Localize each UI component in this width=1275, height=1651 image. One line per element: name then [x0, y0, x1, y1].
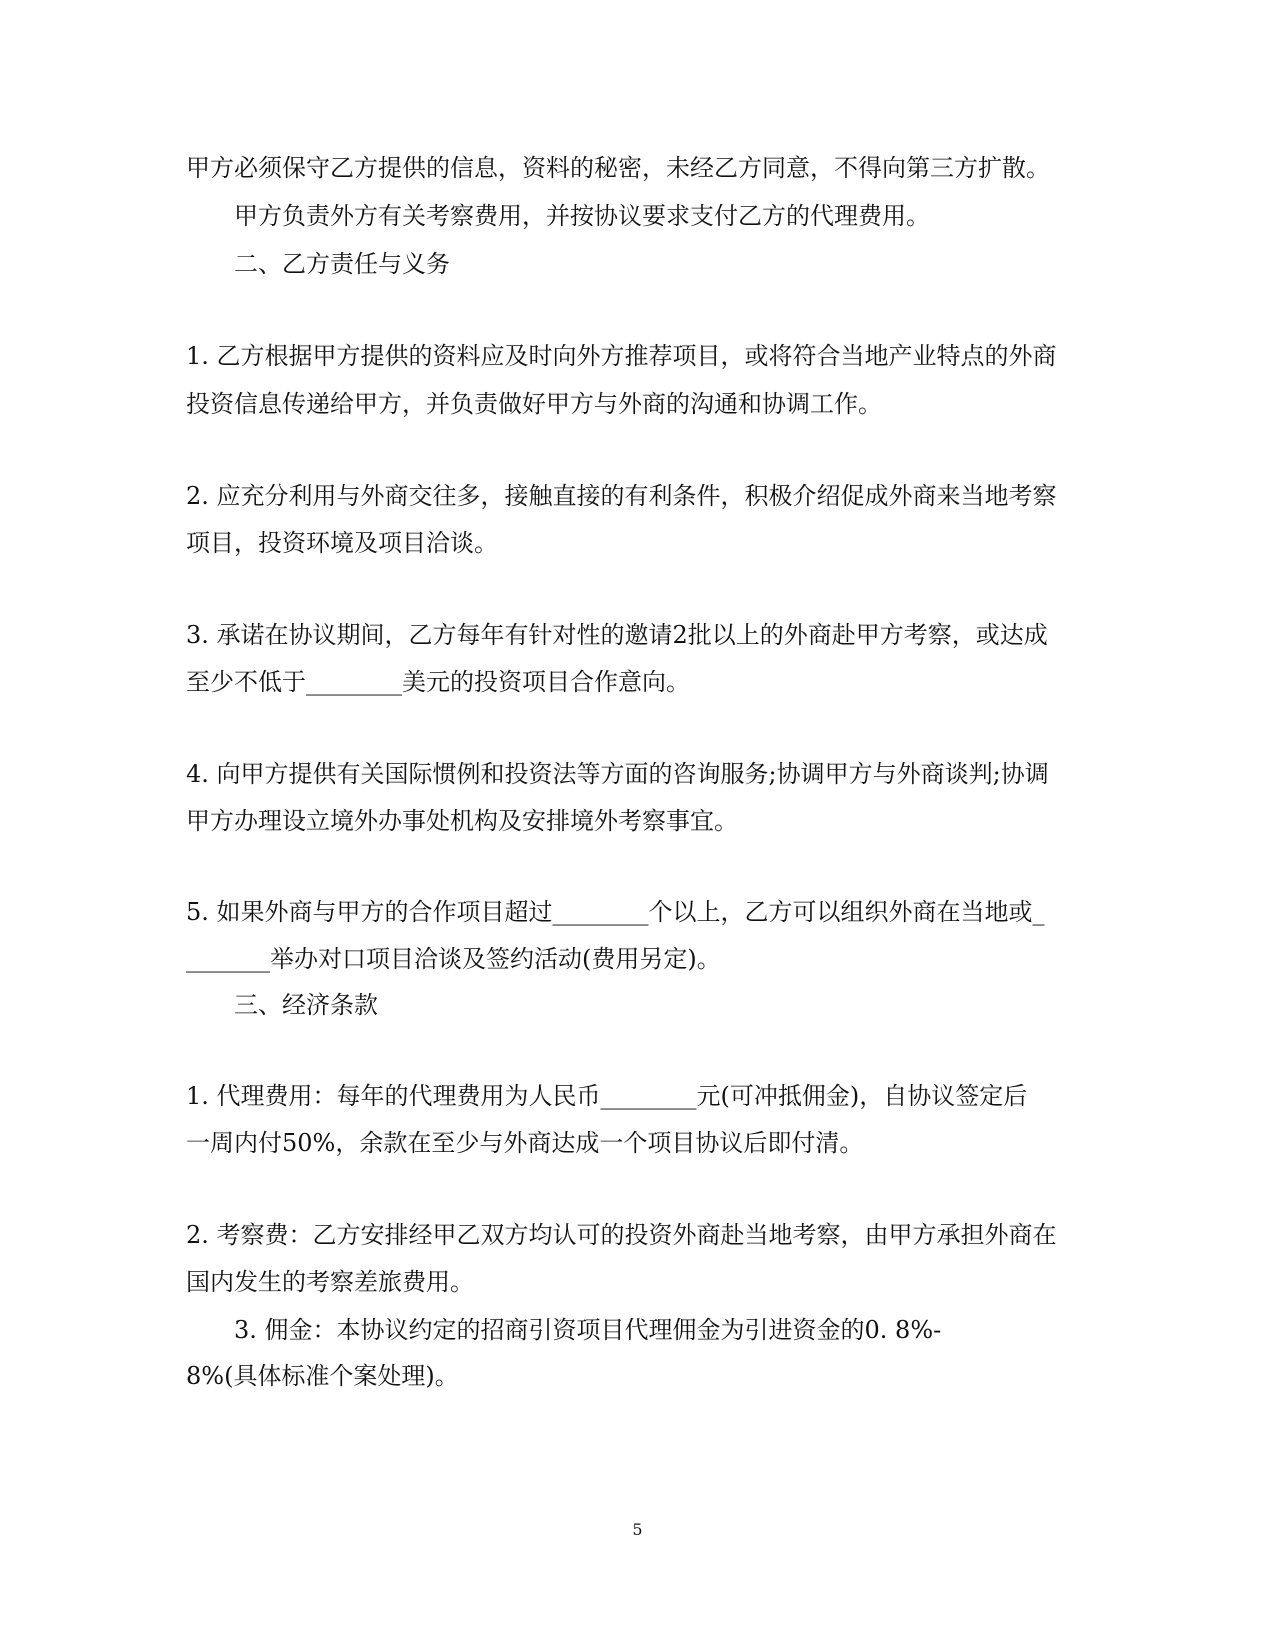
- clause-3-3-line-1: 3. 佣金：本协议约定的招商引资项目代理佣金为引进资金的0. 8%-: [234, 1316, 942, 1344]
- section-heading-3: 三、经济条款: [234, 991, 378, 1019]
- clause-2-3-line-1: 3. 承诺在协议期间，乙方每年有针对性的邀请2批以上的外商赴甲方考察，或达成: [186, 621, 1048, 649]
- clause-2-1-line-1: 1. 乙方根据甲方提供的资料应及时向外方推荐项目，或将符合当地产业特点的外商: [186, 342, 1057, 370]
- section-heading-2: 二、乙方责任与义务: [234, 250, 450, 278]
- paragraph-line-confidentiality: 甲方必须保守乙方提供的信息，资料的秘密，未经乙方同意，不得向第三方扩散。: [186, 154, 1050, 182]
- clause-3-2-line-1: 2. 考察费：乙方安排经甲乙双方均认可的投资外商赴当地考察，由甲方承担外商在: [186, 1221, 1057, 1249]
- clause-3-3-line-2: 8%(具体标准个案处理)。: [186, 1362, 459, 1390]
- clause-2-4-line-2: 甲方办理设立境外办事处机构及安排境外考察事宜。: [186, 807, 738, 835]
- clause-2-1-line-2: 投资信息传递给甲方，并负责做好甲方与外商的沟通和协调工作。: [186, 390, 882, 418]
- clause-3-2-line-2: 国内发生的考察差旅费用。: [186, 1268, 474, 1296]
- clause-2-5-line-1: 5. 如果外商与甲方的合作项目超过________个以上，乙方可以组织外商在当地或_: [186, 898, 1045, 926]
- clause-3-1-line-2: 一周内付50%，余款在至少与外商达成一个项目协议后即付清。: [186, 1129, 864, 1157]
- clause-2-5-line-2: _______举办对口项目洽谈及签约活动(费用另定)。: [186, 945, 721, 973]
- clause-2-3-line-2: 至少不低于________美元的投资项目合作意向。: [186, 668, 690, 696]
- paragraph-line-expenses: 甲方负责外方有关考察费用，并按协议要求支付乙方的代理费用。: [234, 202, 930, 230]
- clause-2-4-line-1: 4. 向甲方提供有关国际惯例和投资法等方面的咨询服务;协调甲方与外商谈判;协调: [186, 760, 1049, 788]
- clause-2-2-line-1: 2. 应充分利用与外商交往多，接触直接的有利条件，积极介绍促成外商来当地考察: [186, 482, 1057, 510]
- clause-2-2-line-2: 项目，投资环境及项目洽谈。: [186, 529, 498, 557]
- page-number: 5: [632, 1520, 643, 1539]
- clause-3-1-line-1: 1. 代理费用：每年的代理费用为人民币________元(可冲抵佣金)，自协议签定后: [186, 1082, 1028, 1110]
